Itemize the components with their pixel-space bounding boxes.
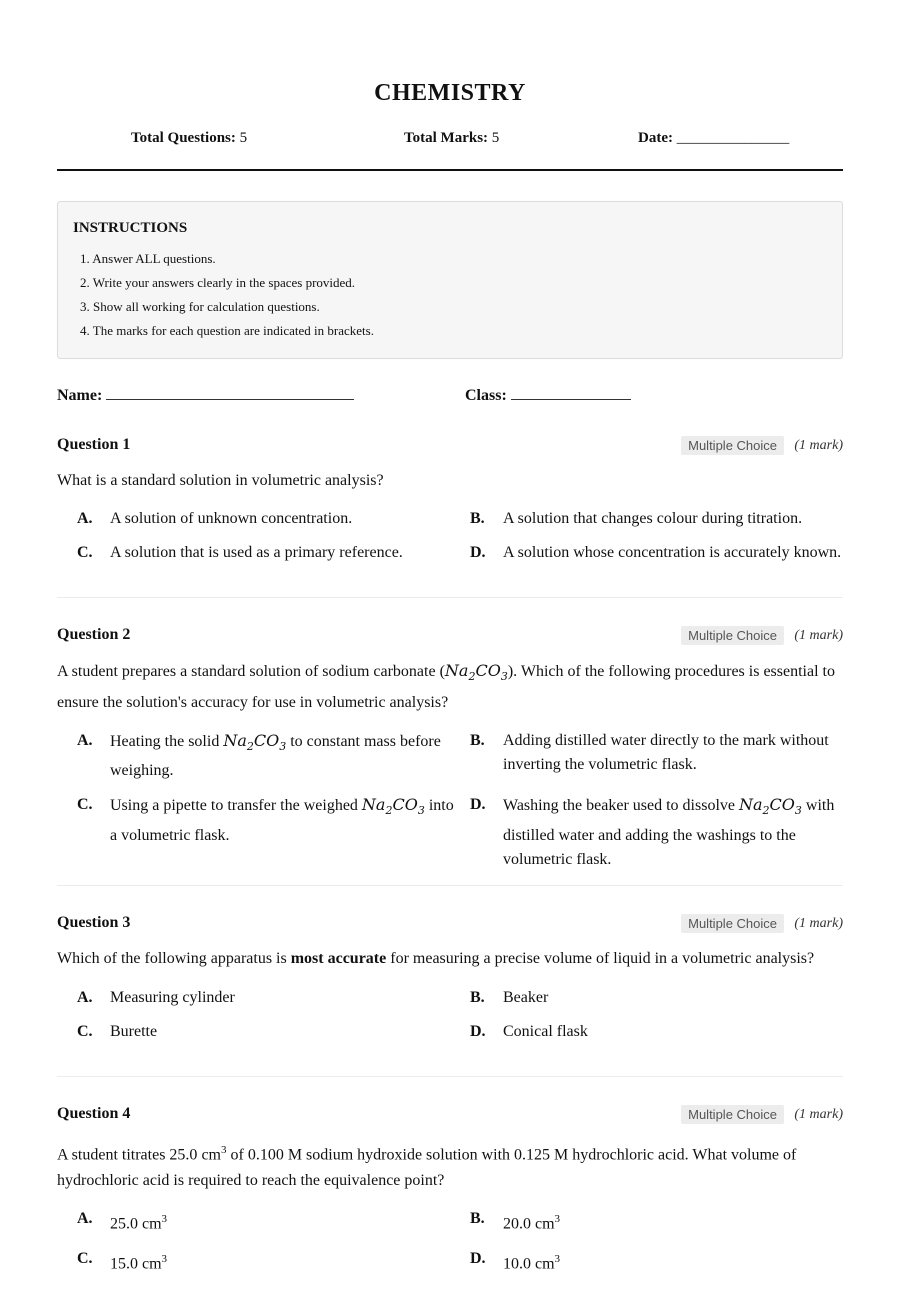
- question-type-badge: Multiple Choice: [681, 1105, 784, 1124]
- formula-part: Na: [223, 731, 247, 751]
- question-1: [57, 436, 843, 575]
- instruction-item: 3. Show all working for calculation questions.: [80, 299, 320, 314]
- option-text: [110, 729, 470, 783]
- option-letter: B.: [470, 989, 485, 1006]
- option-a[interactable]: [77, 1207, 470, 1236]
- formula-sub: 3: [417, 804, 425, 818]
- option-b[interactable]: [470, 507, 863, 531]
- question-4: [57, 1105, 843, 1286]
- option-a[interactable]: [77, 729, 470, 783]
- instructions-title: INSTRUCTIONS: [73, 220, 188, 236]
- text-part: with distilled water and adding the washings to the volumetric flask.: [503, 797, 835, 868]
- option-d[interactable]: [470, 541, 863, 565]
- text-part: Washing the beaker used to dissolve: [503, 797, 739, 815]
- text-part: Heating the solid: [110, 733, 224, 751]
- option-c[interactable]: [77, 1247, 470, 1276]
- question-header: [57, 1105, 843, 1125]
- text-part: hydrochloric acid. What volume of hydrochloric acid is required to reach the equivalence point?: [57, 1146, 797, 1190]
- formula-sub: 2: [468, 670, 476, 684]
- molar-unit: M: [287, 1146, 303, 1164]
- formula-sub: 2: [762, 804, 770, 818]
- option-letter: C.: [77, 1249, 93, 1267]
- question-type-badge: Multiple Choice: [681, 626, 784, 645]
- option-text: [503, 1247, 863, 1276]
- option-letter: B.: [470, 1210, 485, 1228]
- formula-sub: 3: [279, 740, 287, 754]
- option-d[interactable]: [470, 1247, 863, 1276]
- option-value: 25.0 cm: [110, 1215, 162, 1233]
- option-letter: D.: [470, 796, 486, 814]
- total-marks-value: 5: [491, 130, 500, 146]
- formula-part: Na: [444, 661, 469, 680]
- text-part: of 0.100: [226, 1146, 288, 1164]
- question-text: [57, 1137, 843, 1194]
- instruction-item: 2. Write your answers clearly in the spaces provided.: [80, 275, 356, 290]
- option-text: A solution that changes colour during titration.: [503, 510, 803, 527]
- formula: [223, 731, 287, 754]
- option-letter: D.: [470, 1249, 486, 1267]
- option-letter: B.: [470, 732, 485, 750]
- unit-sup: 3: [554, 1213, 561, 1226]
- text-part: ). Which of the following procedures is essential to ensure the solution's accuracy for use in volumetric analysis?: [57, 663, 835, 712]
- question-header: [57, 436, 843, 456]
- question-title: Question 4: [57, 1105, 131, 1122]
- question-marks: (1 mark): [794, 916, 843, 931]
- question-marks: (1 mark): [794, 628, 843, 643]
- question-title: Question 1: [57, 436, 131, 453]
- date-field: [638, 130, 789, 147]
- unit-sup: 3: [161, 1252, 168, 1265]
- option-letter: D.: [470, 544, 486, 561]
- option-value: 15.0 cm: [110, 1254, 162, 1272]
- instruction-item: 4. The marks for each question are indicated in brackets.: [80, 323, 374, 338]
- formula-part: Na: [739, 795, 763, 815]
- option-text: Conical flask: [503, 1023, 588, 1040]
- instructions-box: [57, 201, 843, 359]
- formula-part: CO: [253, 731, 280, 751]
- option-a[interactable]: [77, 507, 470, 531]
- formula-part: CO: [392, 795, 418, 815]
- text-part: sodium hydroxide solution with 0.125: [302, 1146, 555, 1164]
- option-letter: A.: [77, 989, 93, 1006]
- unit-sup: 3: [220, 1144, 227, 1156]
- formula-part: CO: [769, 795, 795, 815]
- text-part: to constant mass before weighing.: [110, 733, 441, 780]
- instruction-item: 1. Answer ALL questions.: [80, 251, 216, 266]
- question-marks: (1 mark): [794, 438, 843, 453]
- option-text: Burette: [110, 1023, 158, 1040]
- option-c[interactable]: [77, 1020, 470, 1044]
- question-3: [57, 914, 843, 1054]
- option-letter: D.: [470, 1023, 486, 1040]
- option-value: 10.0 cm: [503, 1254, 555, 1272]
- text-part: for measuring a precise volume of liquid in a volumetric analysis?: [386, 950, 815, 967]
- question-2: [57, 626, 843, 882]
- question-type-badge: Multiple Choice: [681, 436, 784, 455]
- option-text: [110, 1207, 470, 1236]
- question-text: What is a standard solution in volumetric analysis?: [57, 472, 384, 489]
- option-b[interactable]: [470, 1207, 863, 1236]
- class-label: Class:: [465, 387, 507, 404]
- option-text: [110, 793, 470, 871]
- total-questions-label: Total Questions:: [131, 130, 236, 146]
- question-header: [57, 914, 843, 934]
- total-questions: [131, 130, 247, 147]
- option-text: A solution whose concentration is accurately known.: [503, 544, 842, 561]
- option-letter: B.: [470, 510, 485, 527]
- option-letter: C.: [77, 544, 93, 561]
- formula-sub: 2: [246, 740, 254, 754]
- name-input-line[interactable]: [106, 386, 354, 400]
- options-grid: [57, 507, 843, 575]
- date-blank: _______________: [676, 130, 790, 146]
- formula-sub: 3: [500, 670, 508, 684]
- formula-sub: 2: [385, 804, 393, 818]
- option-d[interactable]: [470, 1020, 863, 1044]
- question-text: [57, 946, 843, 972]
- option-value: 20.0 cm: [503, 1215, 555, 1233]
- formula-part: CO: [475, 661, 501, 680]
- text-part: A student titrates 25.0: [57, 1146, 202, 1164]
- option-d[interactable]: [470, 793, 863, 871]
- question-marks: (1 mark): [794, 1107, 843, 1122]
- question-divider: [57, 885, 843, 886]
- option-letter: C.: [77, 1023, 93, 1040]
- formula: [739, 795, 802, 818]
- options-grid: [57, 1207, 843, 1286]
- instructions-list: [73, 247, 827, 343]
- formula-sub: 3: [794, 804, 802, 818]
- unit-sup: 3: [161, 1213, 168, 1226]
- option-c[interactable]: [77, 793, 470, 871]
- text-part: Which of the following apparatus is: [57, 950, 291, 967]
- option-text: A solution that is used as a primary reference.: [110, 544, 403, 561]
- exam-title: CHEMISTRY: [374, 80, 526, 106]
- question-header: [57, 626, 843, 646]
- molar-unit: M: [554, 1146, 569, 1164]
- option-b[interactable]: [470, 986, 863, 1010]
- total-marks-label: Total Marks:: [404, 130, 489, 146]
- options-grid: [57, 986, 843, 1054]
- option-a[interactable]: [77, 986, 470, 1010]
- option-text: A solution of unknown concentration.: [110, 510, 353, 527]
- option-letter: A.: [77, 510, 93, 527]
- text-part: Using a pipette to transfer the weighed: [110, 797, 362, 815]
- name-field: [57, 386, 354, 405]
- question-divider: [57, 597, 843, 598]
- option-text: [110, 1247, 470, 1276]
- date-label: Date:: [638, 130, 673, 146]
- text-part: A student prepares a standard solution of sodium carbonate (: [57, 663, 445, 680]
- name-label: Name:: [57, 387, 103, 404]
- text-part: into a volumetric flask.: [110, 797, 454, 844]
- unit-sup: 3: [554, 1252, 561, 1265]
- options-grid: [57, 729, 843, 881]
- option-text: Measuring cylinder: [110, 989, 235, 1006]
- option-text: [503, 793, 863, 871]
- formula-part: Na: [361, 795, 386, 815]
- option-text: Beaker: [503, 989, 549, 1006]
- formula: [444, 661, 508, 684]
- option-letter: C.: [77, 796, 93, 814]
- class-input-line[interactable]: [511, 386, 631, 400]
- text-emphasis: most accurate: [290, 950, 387, 967]
- total-marks: [404, 130, 499, 147]
- option-letter: A.: [77, 1210, 93, 1228]
- question-text: [57, 658, 843, 716]
- option-text: [503, 1207, 863, 1236]
- question-divider: [57, 1076, 843, 1077]
- formula: [361, 795, 425, 818]
- class-field: [465, 386, 631, 405]
- option-b[interactable]: [470, 729, 863, 783]
- question-type-badge: Multiple Choice: [681, 914, 784, 933]
- option-c[interactable]: [77, 541, 470, 565]
- unit: cm: [201, 1146, 221, 1164]
- header-rule: [57, 169, 843, 171]
- option-text: Adding distilled water directly to the mark without inverting the volumetric flask.: [503, 732, 829, 774]
- question-title: Question 3: [57, 914, 131, 931]
- option-letter: A.: [77, 732, 93, 750]
- total-questions-value: 5: [239, 130, 248, 146]
- question-title: Question 2: [57, 626, 131, 643]
